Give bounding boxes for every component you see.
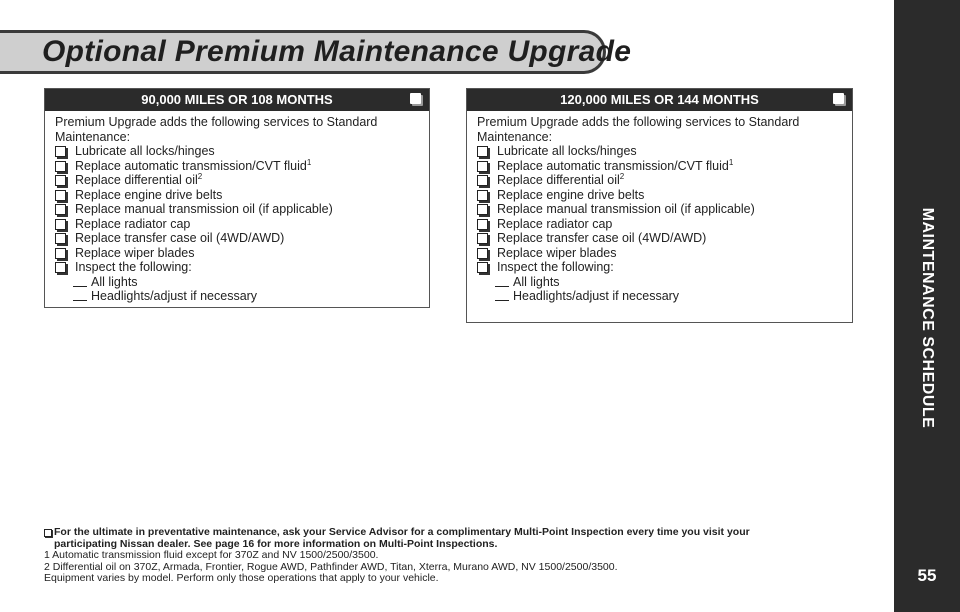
footnote-2: 2 Differential oil on 370Z, Armada, Frontier, Rogue AWD, Pathfinder AWD, Titan, Xterra, Murano AWD, NV 1500/2500/3500.	[44, 560, 618, 573]
page-title: Optional Premium Maintenance Upgrade	[42, 35, 632, 68]
sub-item: All lights	[477, 275, 842, 290]
footnotes	[44, 527, 874, 585]
checkbox-icon	[44, 529, 52, 537]
box-heading: 90,000 MILES OR 108 MONTHS	[45, 89, 429, 111]
page-number: 55	[917, 566, 937, 585]
checkbox-icon	[477, 262, 488, 273]
list-item: Inspect the following:	[55, 260, 419, 275]
list-item: Replace radiator cap	[477, 217, 842, 232]
checkbox-icon	[55, 204, 66, 215]
list-item: Replace engine drive belts	[477, 188, 842, 203]
footnote-equipment: Equipment varies by model. Perform only those operations that apply to your vehicle.	[44, 572, 439, 584]
dash-icon	[73, 300, 87, 301]
list-item: Replace manual transmission oil (if applicable)	[477, 202, 842, 217]
list-item: Replace differential oil$^2$	[477, 173, 842, 188]
checkbox-icon	[410, 93, 421, 104]
box-intro: Premium Upgrade adds the following services to Standard Maintenance:	[55, 115, 378, 144]
checkbox-icon	[477, 161, 488, 172]
list-item: Replace wiper blades	[55, 246, 419, 261]
checkbox-icon	[477, 219, 488, 230]
list-item: Lubricate all locks/hinges	[55, 144, 419, 159]
list-item: Replace automatic transmission/CVT fluid$^1$	[477, 159, 842, 174]
dash-icon	[495, 286, 509, 287]
checkbox-icon	[477, 175, 488, 186]
list-item: Replace manual transmission oil (if applicable)	[55, 202, 419, 217]
list-item: Replace transfer case oil (4WD/AWD)	[477, 231, 842, 246]
list-item: Replace wiper blades	[477, 246, 842, 261]
box-heading: 120,000 MILES OR 144 MONTHS	[467, 89, 852, 111]
checkbox-icon	[477, 146, 488, 157]
checkbox-icon	[55, 161, 66, 172]
sub-item: All lights	[55, 275, 419, 290]
list-item: Replace transfer case oil (4WD/AWD)	[55, 231, 419, 246]
checkbox-icon	[477, 190, 488, 201]
maintenance-box-90k	[44, 88, 430, 308]
checkbox-icon	[477, 204, 488, 215]
checkbox-icon	[477, 248, 488, 259]
footnote-1: 1 Automatic transmission fluid except for 370Z and NV 1500/2500/3500.	[44, 549, 379, 561]
checkbox-icon	[55, 219, 66, 230]
checkbox-icon	[55, 190, 66, 201]
footnote-lead: For the ultimate in preventative maintenance, ask your Service Advisor for a complimentary Multi-Point Inspection every time you visit your participating Nissan dealer. See page 16 for more information on Multi-Point Inspections.	[44, 527, 874, 550]
sub-item: Headlights/adjust if necessary	[477, 289, 842, 304]
list-item: Replace radiator cap	[55, 217, 419, 232]
list-item: Inspect the following:	[477, 260, 842, 275]
checkbox-icon	[55, 146, 66, 157]
checkbox-icon	[55, 248, 66, 259]
maintenance-box-120k	[466, 88, 853, 323]
dash-icon	[73, 286, 87, 287]
checkbox-icon	[55, 262, 66, 273]
sub-item: Headlights/adjust if necessary	[55, 289, 419, 304]
list-item: Replace differential oil$^2$	[55, 173, 419, 188]
list-item: Lubricate all locks/hinges	[477, 144, 842, 159]
list-item: Replace automatic transmission/CVT fluid$^1$	[55, 159, 419, 174]
dash-icon	[495, 300, 509, 301]
checkbox-icon	[55, 233, 66, 244]
list-item: Replace engine drive belts	[55, 188, 419, 203]
checkbox-icon	[55, 175, 66, 186]
side-label: MAINTENANCE SCHEDULE	[919, 207, 936, 429]
checkbox-icon	[477, 233, 488, 244]
box-intro: Premium Upgrade adds the following services to Standard Maintenance:	[477, 115, 800, 144]
checkbox-icon	[833, 93, 844, 104]
